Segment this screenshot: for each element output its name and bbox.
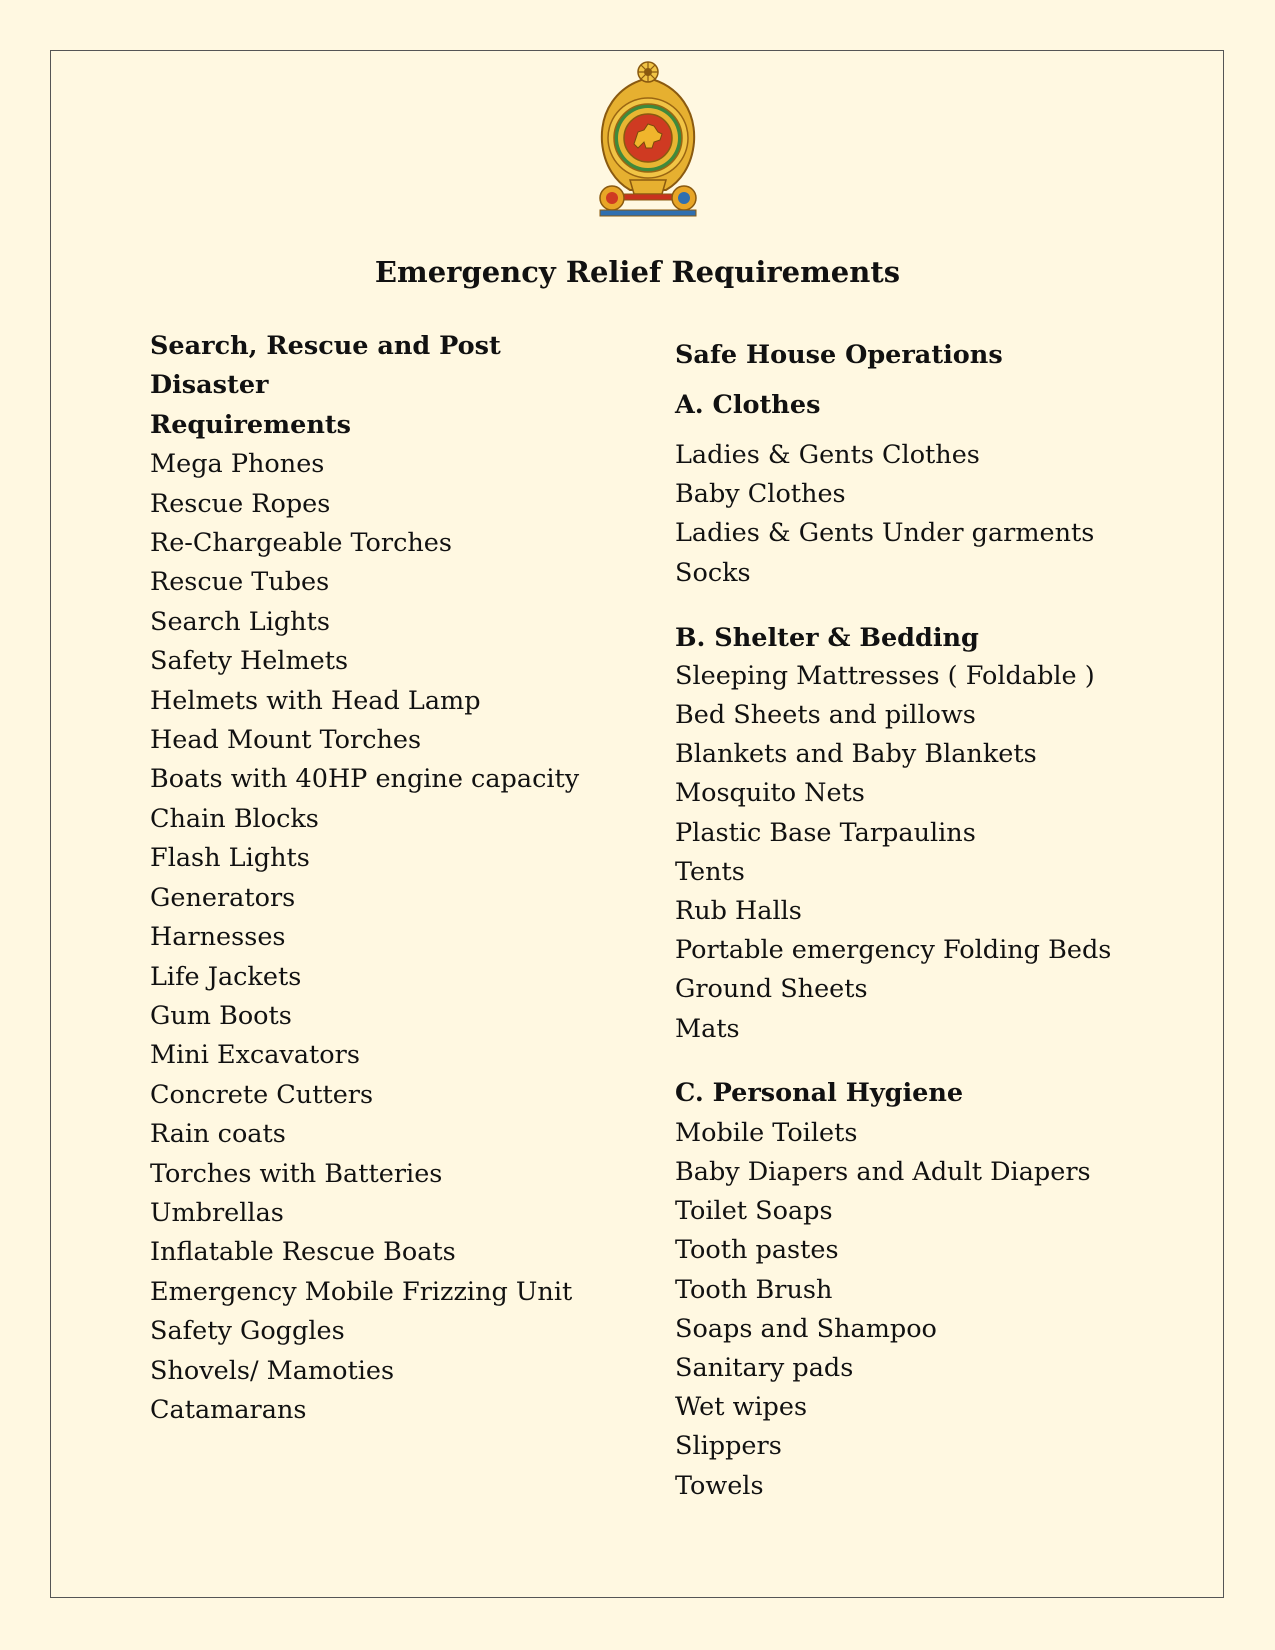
list-item: Catamarans bbox=[150, 1394, 307, 1425]
section-heading-hygiene: C. Personal Hygiene bbox=[675, 1077, 964, 1108]
section-heading-clothes: A. Clothes bbox=[675, 390, 821, 420]
hygiene-list bbox=[675, 1114, 1155, 1506]
list-item: Boats with 40HP engine capacity bbox=[150, 764, 580, 795]
list-item: Mega Phones bbox=[150, 449, 325, 480]
list-item: Plastic Base Tarpaulins bbox=[675, 817, 976, 848]
list-item: Umbrellas bbox=[150, 1197, 284, 1228]
sri-lanka-emblem-icon bbox=[592, 60, 704, 218]
list-item: Tents bbox=[675, 856, 745, 887]
list-item: Rub Halls bbox=[675, 896, 802, 927]
list-item: Toilet Soaps bbox=[675, 1196, 833, 1227]
list-item: Ladies & Gents Under garments bbox=[675, 518, 1095, 549]
list-item: Bed Sheets and pillows bbox=[675, 700, 976, 731]
list-item: Soaps and Shampoo bbox=[675, 1313, 937, 1344]
shelter-list bbox=[675, 657, 1155, 1049]
list-item: Blankets and Baby Blankets bbox=[675, 739, 1037, 770]
search-rescue-column bbox=[150, 327, 620, 1430]
list-item: Emergency Mobile Frizzing Unit bbox=[150, 1276, 573, 1307]
list-item: Search Lights bbox=[150, 606, 330, 637]
list-item: Tooth pastes bbox=[675, 1235, 839, 1266]
list-item: Ground Sheets bbox=[675, 974, 868, 1005]
list-item: Ladies & Gents Clothes bbox=[675, 440, 980, 470]
list-item: Sanitary pads bbox=[675, 1353, 854, 1384]
list-item: Wet wipes bbox=[675, 1392, 808, 1423]
list-item: Safety Helmets bbox=[150, 646, 349, 677]
list-item: Torches with Batteries bbox=[150, 1158, 443, 1189]
list-item: Helmets with Head Lamp bbox=[150, 685, 481, 716]
list-item: Mobile Toilets bbox=[675, 1117, 858, 1148]
list-item: Slippers bbox=[675, 1431, 782, 1462]
list-item: Baby Diapers and Adult Diapers bbox=[675, 1157, 1091, 1188]
safe-house-heading: Safe House Operations bbox=[675, 340, 1003, 370]
list-item: Inflatable Rescue Boats bbox=[150, 1237, 456, 1268]
list-item: Baby Clothes bbox=[675, 479, 846, 510]
search-rescue-list bbox=[150, 445, 620, 1430]
list-item: Shovels/ Mamoties bbox=[150, 1355, 395, 1386]
list-item: Sleeping Mattresses ( Foldable ) bbox=[675, 660, 1095, 691]
list-item: Towels bbox=[675, 1470, 764, 1501]
clothes-list bbox=[675, 436, 1155, 593]
search-rescue-heading: Search, Rescue and Post Disaster Requirements bbox=[150, 331, 501, 440]
list-item: Concrete Cutters bbox=[150, 1079, 374, 1110]
list-item: Head Mount Torches bbox=[150, 725, 422, 756]
list-item: Tooth Brush bbox=[675, 1274, 833, 1305]
list-item: Chain Blocks bbox=[150, 803, 319, 834]
list-item: Safety Goggles bbox=[150, 1316, 345, 1347]
list-item: Rain coats bbox=[150, 1119, 286, 1150]
list-item: Rescue Ropes bbox=[150, 488, 331, 519]
list-item: Generators bbox=[150, 882, 296, 913]
list-item: Mats bbox=[675, 1013, 740, 1044]
safe-house-column bbox=[675, 334, 1155, 1506]
list-item: Mini Excavators bbox=[150, 1040, 360, 1071]
section-heading-shelter: B. Shelter & Bedding bbox=[675, 622, 979, 653]
list-item: Gum Boots bbox=[150, 1000, 292, 1031]
list-item: Flash Lights bbox=[150, 843, 310, 874]
list-item: Mosquito Nets bbox=[675, 778, 865, 809]
list-item: Rescue Tubes bbox=[150, 567, 330, 598]
list-item: Socks bbox=[675, 557, 751, 588]
list-item: Harnesses bbox=[150, 922, 286, 953]
page-title: Emergency Relief Requirements bbox=[374, 255, 901, 289]
list-item: Portable emergency Folding Beds bbox=[675, 935, 1112, 966]
list-item: Life Jackets bbox=[150, 961, 302, 992]
list-item: Re-Chargeable Torches bbox=[150, 528, 452, 559]
